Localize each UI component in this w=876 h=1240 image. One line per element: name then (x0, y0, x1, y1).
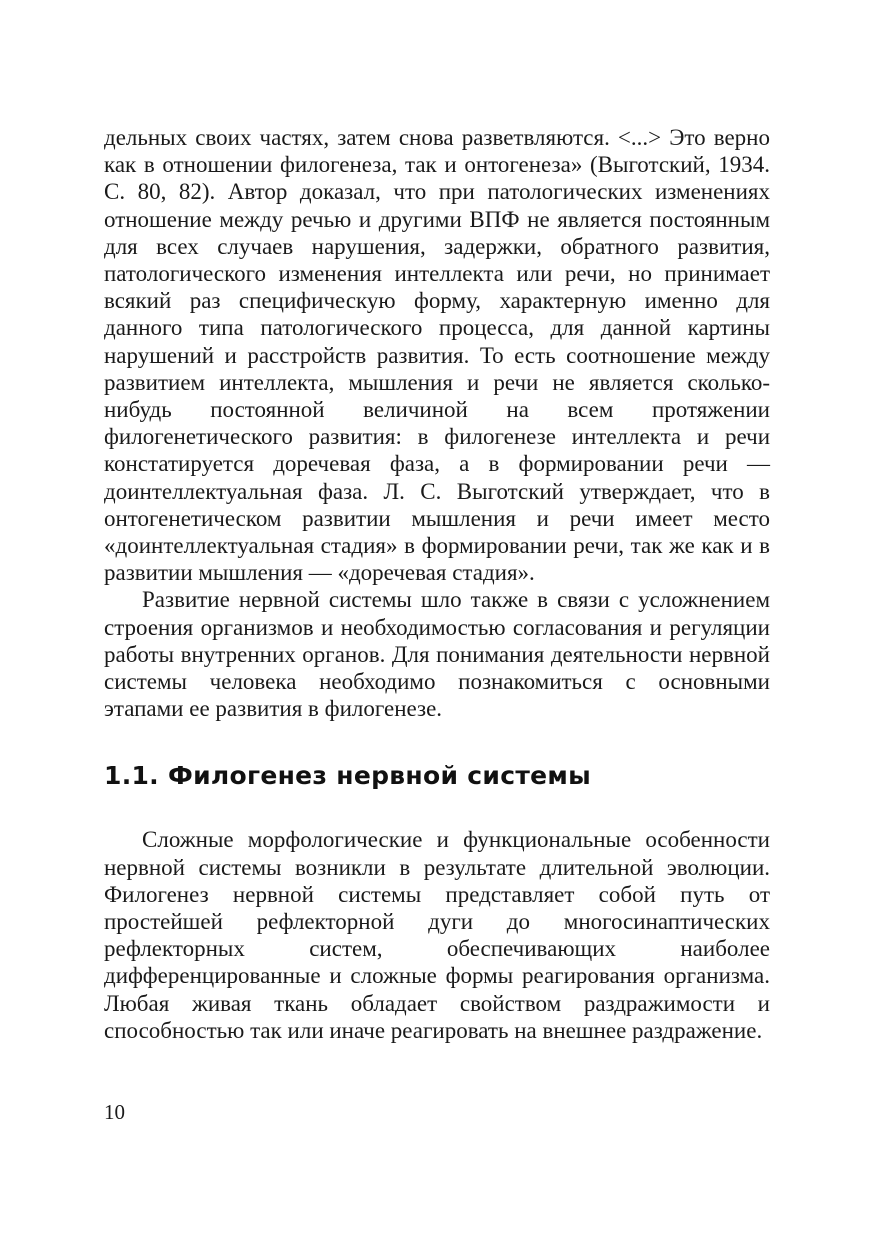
section-heading: 1.1. Филогенез нервной системы (104, 761, 592, 791)
paragraph-phylogenesis-intro: Сложные морфологические и функциональные особенности нервной системы возникли в результате длительной эволюции. Филогенез нервной системы представляет собой путь от простейшей рефлекторной дуги до многосинаптических рефлекторных систем, обеспечивающих наиболее дифференцированные и сложные формы реагирования организма. Любая живая ткань обладает свойством раздражимости и способностью так или иначе реагировать на внешнее раздражение. (104, 827, 770, 1043)
paragraph-vygotsky-continuation: дельных своих частях, затем снова разветвляются. <...> Это верно как в отношении филогенеза, так и онтогенеза» (Выготский, 1934. С. 80, 82). Автор доказал, что при патологических изменениях отношение между речью и другими ВПФ не является постоянным для всех случаев нарушения, задержки, обратного развития, патологического изменения интеллекта или речи, но принимает всякий раз специфическую форму, характерную именно для данного типа патологического процесса, для данной картины нарушений и расстройств развития. То есть соотношение между развитием интеллекта, мышления и речи не является сколько-нибудь постоянной величиной на всем протяжении филогенетического развития: в филогенезе интеллекта и речи констатируется доречевая фаза, а в формировании речи — доинтеллектуальная фаза. Л. С. Выготский утверждает, что в онтогенетическом развитии мышления и речи имеет место «доинтеллектуальная стадия» в формировании речи, так же как и в развитии мышления — «доречевая стадия». (104, 125, 770, 586)
page-body (104, 124, 770, 1044)
paragraph-nervous-system-development: Развитие нервной системы шло также в связи с усложнением строения организмов и необходимостью согласования и регуляции работы внутренних органов. Для понимания деятельности нервной системы человека необходимо познакомиться с основными этапами ее развития в филогенезе. (104, 587, 770, 722)
page-number: 10 (104, 1100, 125, 1124)
